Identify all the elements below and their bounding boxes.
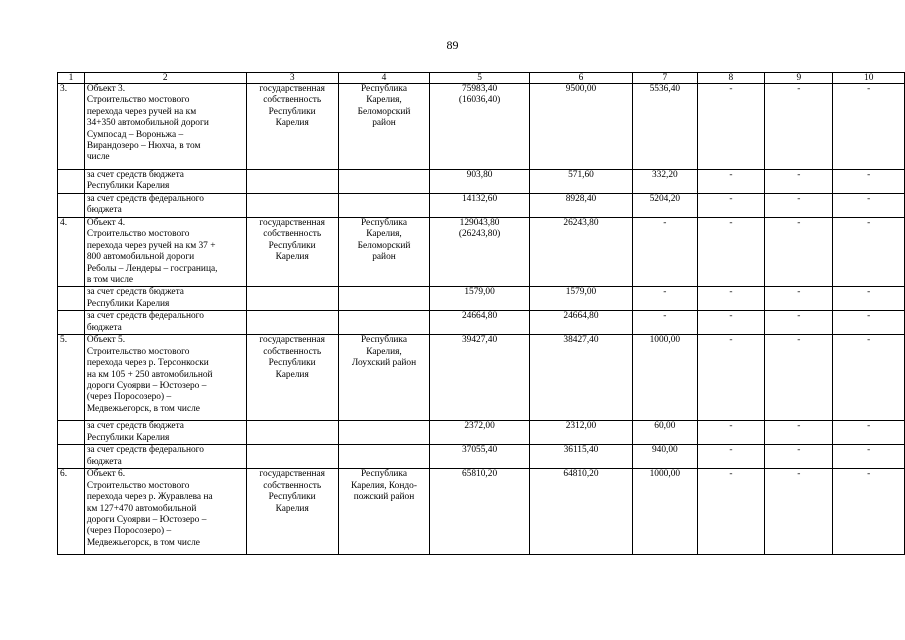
amount-col5	[430, 84, 530, 170]
ownership-line: государственная	[259, 218, 325, 228]
object-description-line: 800 автомобильной дороги	[86, 252, 195, 263]
table-subrow	[58, 421, 905, 445]
table-row	[58, 469, 905, 555]
ownership	[246, 218, 338, 287]
amount-col5-line: (16036,40)	[458, 95, 501, 106]
ownership-line: Карелия	[275, 252, 309, 263]
amount-col10: -	[833, 194, 905, 218]
object-description-line: Строительство мостового	[86, 480, 190, 491]
funding-source	[84, 311, 246, 335]
ownership-empty	[246, 194, 338, 218]
location-empty	[338, 311, 429, 335]
table-row	[58, 218, 905, 287]
location-line: Республика	[360, 218, 408, 228]
ownership-line: Карелия	[275, 118, 309, 129]
table-subrow	[58, 445, 905, 469]
amount-col9: -	[765, 194, 833, 218]
column-header-4: 4	[338, 73, 429, 84]
amount-col8: -	[697, 445, 764, 469]
object-description-line: перехода через р. Терсонкоски	[86, 358, 209, 369]
object-description-line: (через Поросозеро) –	[86, 392, 172, 403]
object-description-line: перехода через р. Журавлева на	[86, 492, 213, 503]
location-line: Карелия, Кондо-	[351, 480, 417, 491]
location-empty	[338, 445, 429, 469]
funding-source-line: за счет средств бюджета	[86, 287, 184, 298]
amount-col10: -	[833, 469, 905, 555]
row-number: 4.	[58, 218, 85, 287]
location-empty	[338, 194, 429, 218]
location-line: Карелия,	[366, 229, 402, 240]
column-header-2: 2	[84, 73, 246, 84]
amount-col10: -	[833, 84, 905, 170]
amount-col9: -	[765, 170, 833, 194]
amount-col8: -	[697, 421, 764, 445]
amount-col5: 2372,00	[430, 421, 530, 445]
amount-col9: -	[765, 311, 833, 335]
amount-col7: -	[632, 287, 697, 311]
column-header-1: 1	[58, 73, 85, 84]
amount-col9: -	[765, 469, 833, 555]
column-header-9: 9	[765, 73, 833, 84]
location-line: Беломорский	[357, 240, 411, 251]
amount-col8: -	[697, 469, 764, 555]
object-description	[84, 218, 246, 287]
funding-source	[84, 287, 246, 311]
location-empty	[338, 287, 429, 311]
funding-source-line: бюджета	[86, 205, 122, 216]
amount-col5-line: 39427,40	[461, 335, 498, 346]
amount-col8: -	[697, 194, 764, 218]
object-description	[84, 335, 246, 421]
ownership-line: собственность	[263, 229, 322, 240]
object-description-line: 34+350 автомобильной дороги	[86, 118, 209, 129]
location-line: Республика	[360, 84, 408, 94]
ownership-line: Республики	[268, 358, 316, 369]
amount-col5-line: 129043,80	[459, 218, 500, 228]
ownership-empty	[246, 170, 338, 194]
amount-col6: 1579,00	[529, 287, 632, 311]
amount-col6: 24664,80	[529, 311, 632, 335]
amount-col9: -	[765, 421, 833, 445]
object-description-line: дороги Суоярви – Юстозеро –	[86, 381, 207, 392]
funding-source-line: бюджета	[86, 322, 122, 333]
object-description-line: числе	[86, 152, 110, 163]
amount-col7: 1000,00	[632, 469, 697, 555]
location-line: Карелия,	[366, 95, 402, 106]
amount-col6: 8928,40	[529, 194, 632, 218]
object-description-line: Медвежьегорск, в том числе	[86, 537, 200, 548]
amount-col10: -	[833, 445, 905, 469]
amount-col5: 14132,60	[430, 194, 530, 218]
amount-col6: 9500,00	[529, 84, 632, 170]
location-empty	[338, 170, 429, 194]
funding-source	[84, 194, 246, 218]
amount-col7: 5204,20	[632, 194, 697, 218]
row-number: 6.	[58, 469, 85, 555]
amount-col7: 332,20	[632, 170, 697, 194]
object-description-line: Реболы – Лендеры – госграница,	[86, 263, 218, 274]
funding-source-line: бюджета	[86, 456, 122, 467]
amount-col10: -	[833, 311, 905, 335]
amount-col8: -	[697, 335, 764, 421]
object-description-line: перехода через ручей на км 37 +	[86, 240, 216, 251]
ownership-line: государственная	[259, 84, 325, 94]
object-description-line: в том числе	[86, 275, 134, 286]
ownership-empty	[246, 445, 338, 469]
object-description-line: Медвежьегорск, в том числе	[86, 403, 200, 414]
object-description-line: км 127+470 автомобильной	[86, 503, 197, 514]
ownership	[246, 469, 338, 555]
table-header-row	[58, 73, 905, 84]
amount-col7: 940,00	[632, 445, 697, 469]
location-line: пожский район	[353, 492, 415, 503]
amount-col8: -	[697, 287, 764, 311]
ownership-line: Республики	[268, 106, 316, 117]
object-description-line: Объект 5.	[86, 335, 126, 346]
amount-col6: 64810,20	[529, 469, 632, 555]
row-number-empty	[58, 194, 85, 218]
object-description-line: Строительство мостового	[86, 95, 190, 106]
ownership-line: Карелия	[275, 369, 309, 380]
amount-col10: -	[833, 170, 905, 194]
row-number: 5.	[58, 335, 85, 421]
location-line: Карелия,	[366, 346, 402, 357]
funding-source-line: Республики Карелия	[86, 181, 170, 192]
amount-col6: 571,60	[529, 170, 632, 194]
row-number: 3.	[58, 84, 85, 170]
amount-col10: -	[833, 218, 905, 287]
amount-col9: -	[765, 335, 833, 421]
amount-col6: 36115,40	[529, 445, 632, 469]
funding-source	[84, 445, 246, 469]
object-description	[84, 84, 246, 170]
object-description-line: Строительство мостового	[86, 346, 190, 357]
amount-col9: -	[765, 84, 833, 170]
table-subrow	[58, 194, 905, 218]
table-subrow	[58, 170, 905, 194]
funding-source-line: за счет средств федерального	[86, 311, 204, 322]
amount-col8: -	[697, 311, 764, 335]
ownership-line: Республики	[268, 492, 316, 503]
row-number-empty	[58, 421, 85, 445]
object-description-line: Вирандозеро – Нюхча, в том	[86, 141, 201, 152]
object-description-line: Объект 3.	[86, 84, 126, 94]
funding-source	[84, 170, 246, 194]
ownership-empty	[246, 311, 338, 335]
object-description-line: Сумпосад – Вороньжа –	[86, 129, 184, 140]
amount-col10: -	[833, 335, 905, 421]
column-header-7: 7	[632, 73, 697, 84]
object-description-line: Объект 6.	[86, 469, 126, 480]
location-line: Республика	[360, 335, 408, 346]
funding-source-line: за счет средств федерального	[86, 445, 204, 456]
budget-table	[57, 72, 905, 555]
object-description-line: Строительство мостового	[86, 229, 190, 240]
page-number: 89	[446, 38, 459, 52]
amount-col7: -	[632, 218, 697, 287]
funding-source-line: за счет средств федерального	[86, 194, 204, 204]
amount-col9: -	[765, 287, 833, 311]
object-description-line: (через Поросозеро) –	[86, 526, 172, 537]
ownership-line: государственная	[259, 335, 325, 346]
funding-source-line: за счет средств бюджета	[86, 421, 184, 432]
location-empty	[338, 421, 429, 445]
object-description-line: дороги Суоярви – Юстозеро –	[86, 515, 207, 526]
amount-col5: 24664,80	[430, 311, 530, 335]
amount-col5	[430, 469, 530, 555]
row-number-empty	[58, 445, 85, 469]
location-line: Республика	[360, 469, 408, 480]
ownership-line: собственность	[263, 95, 322, 106]
object-description	[84, 469, 246, 555]
location-line: Лоухский район	[351, 358, 417, 369]
amount-col8: -	[697, 170, 764, 194]
location	[338, 335, 429, 421]
ownership-empty	[246, 287, 338, 311]
location	[338, 84, 429, 170]
amount-col9: -	[765, 218, 833, 287]
row-number-empty	[58, 170, 85, 194]
amount-col7: 5536,40	[632, 84, 697, 170]
funding-source-line: Республики Карелия	[86, 432, 170, 443]
amount-col7: 1000,00	[632, 335, 697, 421]
location-line: район	[372, 252, 396, 263]
amount-col8: -	[697, 84, 764, 170]
ownership-empty	[246, 421, 338, 445]
ownership	[246, 335, 338, 421]
column-header-6: 6	[529, 73, 632, 84]
amount-col10: -	[833, 287, 905, 311]
amount-col5	[430, 218, 530, 287]
table-row	[58, 335, 905, 421]
amount-col10: -	[833, 421, 905, 445]
amount-col5	[430, 335, 530, 421]
amount-col5: 903,80	[430, 170, 530, 194]
funding-source-line: Республики Карелия	[86, 298, 170, 309]
amount-col9: -	[765, 445, 833, 469]
ownership-line: собственность	[263, 480, 322, 491]
table-subrow	[58, 311, 905, 335]
ownership	[246, 84, 338, 170]
amount-col6: 38427,40	[529, 335, 632, 421]
amount-col6: 26243,80	[529, 218, 632, 287]
amount-col5-line: (26243,80)	[458, 229, 501, 240]
column-header-3: 3	[246, 73, 338, 84]
location-line: Беломорский	[357, 106, 411, 117]
ownership-line: собственность	[263, 346, 322, 357]
amount-col6: 2312,00	[529, 421, 632, 445]
row-number-empty	[58, 311, 85, 335]
location	[338, 469, 429, 555]
ownership-line: Республики	[268, 240, 316, 251]
amount-col5: 1579,00	[430, 287, 530, 311]
amount-col5-line: 75983,40	[461, 84, 498, 94]
amount-col8: -	[697, 218, 764, 287]
amount-col5: 37055,40	[430, 445, 530, 469]
amount-col7: 60,00	[632, 421, 697, 445]
row-number-empty	[58, 287, 85, 311]
object-description-line: на км 105 + 250 автомобильной	[86, 369, 213, 380]
column-header-8: 8	[697, 73, 764, 84]
object-description-line: Объект 4.	[86, 218, 126, 228]
object-description-line: перехода через ручей на км	[86, 106, 197, 117]
amount-col7: -	[632, 311, 697, 335]
ownership-line: государственная	[259, 469, 325, 480]
column-header-10: 10	[833, 73, 905, 84]
funding-source	[84, 421, 246, 445]
amount-col5-line: 65810,20	[461, 469, 498, 480]
table-row	[58, 84, 905, 170]
table-subrow	[58, 287, 905, 311]
location-line: район	[372, 118, 396, 129]
ownership-line: Карелия	[275, 503, 309, 514]
column-header-5: 5	[430, 73, 530, 84]
funding-source-line: за счет средств бюджета	[86, 170, 184, 180]
location	[338, 218, 429, 287]
